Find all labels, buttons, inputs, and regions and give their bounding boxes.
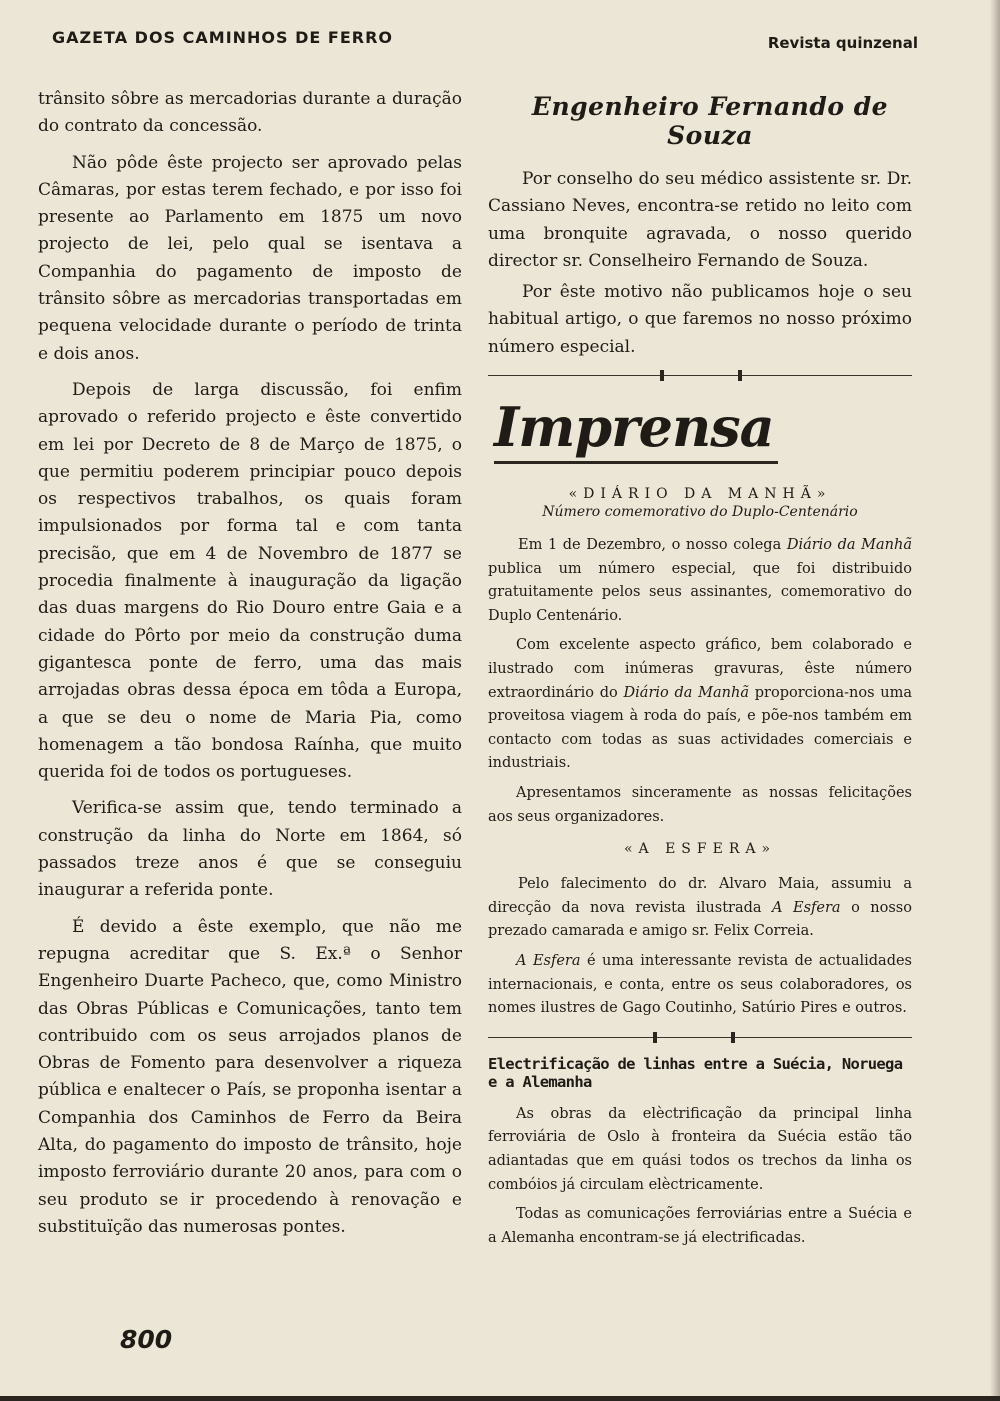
diario-subheading: Número comemorativo do Duplo-Centenário	[542, 504, 858, 521]
imprensa-heading: Imprensa	[494, 393, 778, 464]
esfera-body	[488, 873, 912, 1021]
journal-title: GAZETA DOS CAMINHOS DE FERRO	[52, 28, 394, 47]
diario-paragraph: Em 1 de Dezembro, o nosso colega Diário da Manhã publica um número especial, que foi distribuido gratuitamente pelos seus assinantes, comemorativo do Duplo Centenário.	[488, 537, 912, 624]
engenheiro-heading: Engenheiro Fernando de Souza	[531, 92, 889, 150]
diario-body	[488, 534, 912, 829]
electrificacao-paragraph: As obras da elèctrificação da principal linha ferroviária de Oslo à fronteira da Suécia estão tão adiantadas que em quási todos os trechos da linha os combóios já circulam elèctricamente.	[488, 1105, 912, 1193]
left-paragraph: trânsito sôbre as mercadorias durante a duração do contrato da concessão.	[38, 89, 462, 137]
left-column	[38, 86, 462, 1250]
engenheiro-paragraph: Por conselho do seu médico assistente sr. Dr. Cassiano Neves, encontra-se retido no leito com uma bronquite agravada, o nosso querido director sr. Conselheiro Fernando de Souza.	[488, 169, 912, 271]
section-divider	[488, 1031, 912, 1045]
electrificacao-paragraph: Todas as comunicações ferroviárias entre a Suécia e a Alemanha encontram-se já electrificadas.	[488, 1206, 912, 1246]
left-paragraph: É devido a êste exemplo, que não me repugna acreditar que S. Ex.ª o Senhor Engenheiro Duarte Pacheco, que, como Ministro das Obras Públicas e Comunicações, tanto tem contribuido com os seus arrojados planos de Obras de Fomento para desenvolver a riqueza pública e enaltecer o País, se proponha isentar a Companhia dos Caminhos de Ferro da Beira Alta, do pagamento do imposto de trânsito, hoje imposto ferroviário durante 20 anos, para com o seu produto se ir procedendo à renovação e substituïção das numerosas pontes.	[38, 916, 462, 1237]
esfera-paragraph: Pelo falecimento do dr. Alvaro Maia, assumiu a direcção da nova revista ilustrada A Esfera o nosso prezado camarada e amigo sr. Felix Correia.	[488, 876, 912, 940]
left-paragraph: Depois de larga discussão, foi enfim aprovado o referido projecto e êste convertido em lei por Decreto de 8 de Março de 1875, o que permitiu poderem principiar pouco depois os respectivos trabalhos, os quais foram impulsionados por forma tal e com tanta precisão, que em 4 de Novembro de 1877 se procedia finalmente à inauguração da ligação das duas margens do Rio Douro entre Gaia e a cidade do Pôrto por meio da construção duma gigantesca ponte de ferro, uma das mais arrojadas obras dessa época em tôda a Europa, a que se deu o nome de Maria Pia, como homenagem a tão bondosa Raínha, que muito querida foi de todos os portugueses.	[38, 379, 462, 783]
left-paragraph: Verifica-se assim que, tendo terminado a construção da linha do Norte em 1864, só passados treze anos é que se conseguiu inaugurar a referida ponte.	[38, 798, 462, 901]
diario-heading: «DIÁRIO DA MANHÃ»	[568, 486, 832, 503]
diario-paragraph: Apresentamos sinceramente as nossas felicitações aos seus organizadores.	[488, 785, 912, 825]
engenheiro-paragraph: Por êste motivo não publicamos hoje o seu habitual artigo, o que faremos no nosso próximo número especial.	[488, 282, 912, 357]
electrificacao-heading: Electrificação de linhas entre a Suécia, Noruega e a Alemanha	[488, 1054, 903, 1091]
page-edge-shadow	[990, 0, 1000, 1401]
left-paragraph: Não pôde êste projecto ser aprovado pelas Câmaras, por estas terem fechado, e por isso foi presente ao Parlamento em 1875 um novo projecto de lei, pelo qual se isentava a Companhia do pagamento de imposto de trânsito sôbre as mercadorias transportadas em pequena velocidade durante o período de trinta e dois anos.	[38, 152, 462, 364]
section-divider	[488, 369, 912, 383]
electrificacao-body	[488, 1103, 912, 1251]
right-column	[488, 92, 912, 1256]
esfera-paragraph: A Esfera é uma interessante revista de actualidades internacionais, e conta, entre os seus colaboradores, os nomes ilustres de Gago Coutinho, Satúrio Pires e outros.	[488, 952, 912, 1017]
engenheiro-body	[488, 166, 912, 361]
esfera-heading: «A ESFERA»	[623, 841, 777, 858]
journal-frequency: Revista quinzenal	[767, 34, 918, 52]
diario-paragraph: Com excelente aspecto gráfico, bem colaborado e ilustrado com inúmeras gravuras, êste número extraordinário do Diário da Manhã proporciona-nos uma proveitosa viagem à roda do país, e põe-nos também em contacto com todas as suas actividades comerciais e industriais.	[488, 637, 912, 772]
page-bottom-edge	[0, 1396, 1000, 1401]
page-number: 800	[120, 1325, 173, 1354]
